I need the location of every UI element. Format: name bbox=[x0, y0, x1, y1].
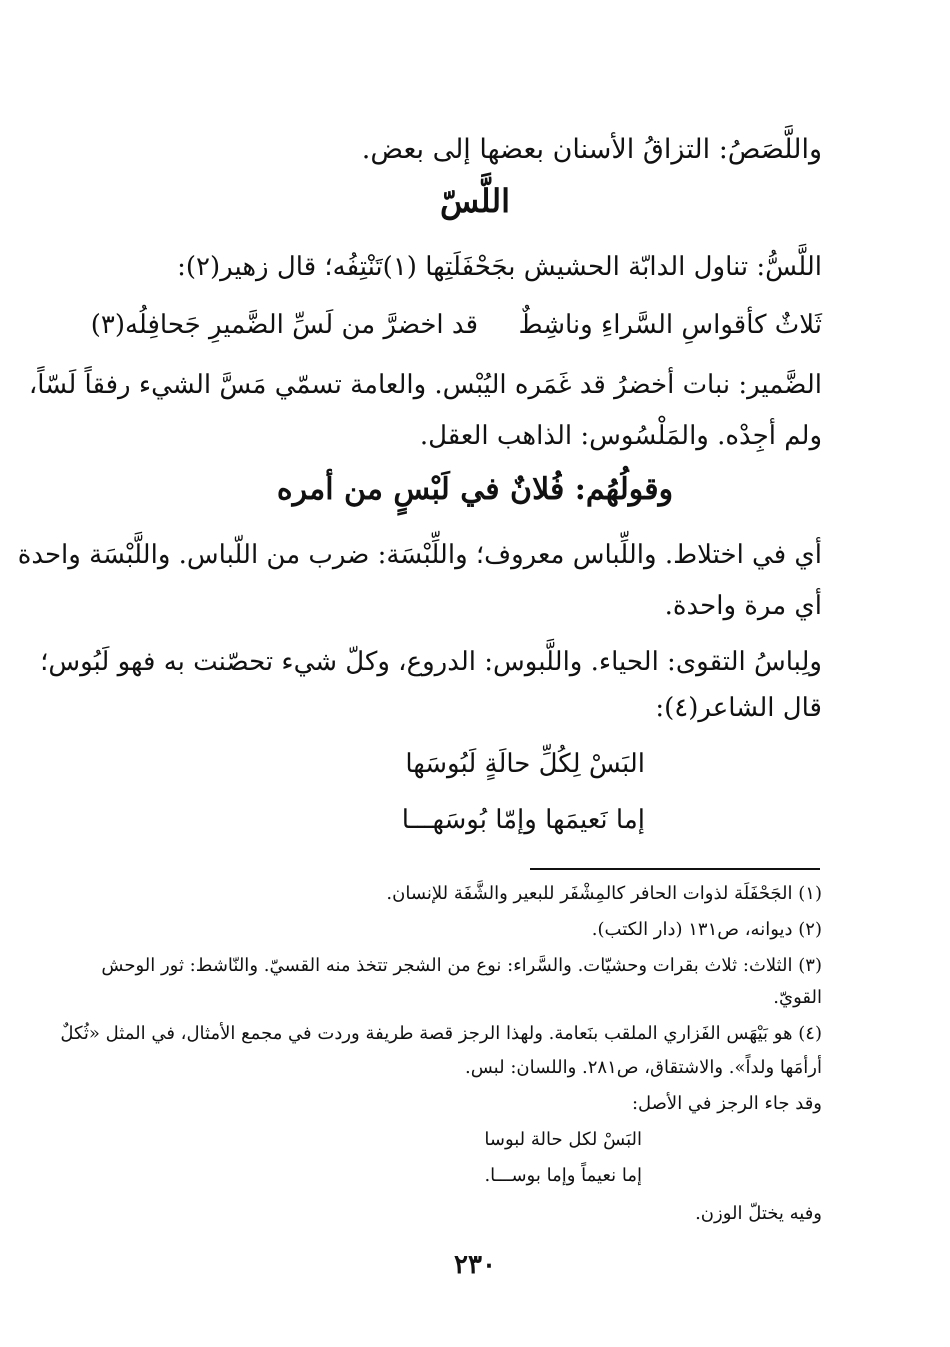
footnote-4-line1: (٤) هو بَيْهَس الفَزاري الملقب بنَعامة. ولهذا الرجز قصة طريفة وردت في مجمع الأمثال، في المثل «ثُكلٌ bbox=[60, 1023, 822, 1044]
footnote-4-line3: وقد جاء الرجز في الأصل: bbox=[631, 1093, 822, 1114]
verse2-line2: إما نَعيمَها وإمّا بُوسَهـــا bbox=[401, 805, 645, 835]
page-number: ٢٣٠ bbox=[454, 1250, 496, 1280]
section-heading-lass: اللَّسّ bbox=[439, 182, 511, 220]
footnote-4-verse-line2: إما نعيماً وإما بوســـا. bbox=[484, 1165, 642, 1186]
footnote-4-line2: أرأمَها ولداً». والاشتقاق، ص٢٨١. واللسان: لبس. bbox=[465, 1057, 822, 1078]
verse1-first-hemistich: ثَلاثٌ كأقواسِ السَّراءِ وناشِطٌ bbox=[518, 310, 822, 340]
footnote-4-line4: وفيه يختلّ الوزن. bbox=[695, 1203, 822, 1224]
paragraph-ikhtilat-line2: أي مرة واحدة. bbox=[664, 591, 822, 621]
verse2-line1: البَسْ لِكُلِّ حالَةٍ لَبُوسَها bbox=[405, 749, 645, 779]
footnote-3-line1: (٣) الثلاث: ثلاث بقرات وحشيّات. والسَّراء: نوع من الشجر تتخذ منه القسيّ. والنّاشط: ثور الوحش bbox=[101, 955, 822, 976]
footnote-2: (٢) ديوانه، ص١٣١ (دار الكتب). bbox=[591, 919, 822, 940]
footnote-divider bbox=[530, 868, 820, 870]
paragraph-lass-definition: اللَّسُّ: تناول الدابّة الحشيش بجَحْفَلَتِها (١)تَنْتِفُه؛ قال زهير(٢): bbox=[177, 252, 822, 282]
paragraph-libas-line1: ولِباسُ التقوى: الحياء. واللَّبوس: الدروع، وكلّ شيء تحصّنت به فهو لَبُوس؛ bbox=[40, 647, 822, 677]
section-heading-labs: وقولُهُم: فُلانٌ في لَبْسٍ من أمره bbox=[276, 472, 674, 507]
paragraph-libas-line2: قال الشاعر(٤): bbox=[655, 693, 822, 723]
footnote-3-line2: القويّ. bbox=[773, 987, 822, 1008]
footnote-4-verse-line1: البَسْ لكل حالة لبوسا bbox=[484, 1129, 642, 1150]
verse1-second-hemistich: قد اخضرَّ من لَسِّ الضَّميرِ جَحافِلُه(٣) bbox=[90, 310, 478, 340]
footnote-1: (١) الجَحْفَلَة لذوات الحافر كالمِشْفَر للبعير والشَّفَة للإنسان. bbox=[386, 883, 822, 904]
paragraph-ikhtilat-line1: أي في اختلاط. واللِّباس معروف؛ واللِّبْسَة: ضرب من اللّباس. واللَّبْسَة واحدة bbox=[17, 540, 822, 570]
paragraph-damir-line1: الضَّمير: نبات أخضرُ قد غَمَره اليُبْس. والعامة تسمّي مَسَّ الشيء رفقاً لَسّاً، bbox=[28, 370, 822, 400]
paragraph-damir-line2: ولم أجِدْه. والمَلْسُوس: الذاهب العقل. bbox=[419, 421, 822, 451]
intro-line: واللَّصَصُ: التزاقُ الأسنان بعضها إلى بعض. bbox=[361, 134, 822, 165]
